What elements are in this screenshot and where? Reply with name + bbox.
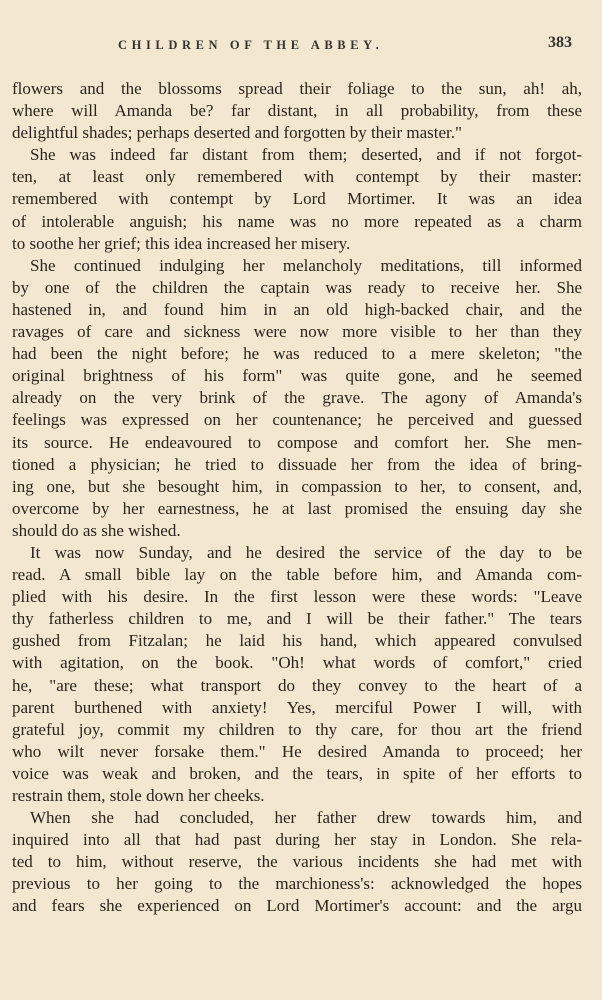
- text-line: When she had concluded, her father drew towards him, and: [30, 808, 582, 828]
- text-line: previous to her going to the marchioness's: acknowledged the hopes: [12, 874, 582, 894]
- text-line: feelings was expressed on her countenance; he perceived and guessed: [12, 410, 582, 430]
- text-line: overcome by her earnestness, he at last promised the ensuing day she: [12, 498, 582, 518]
- text-line: remembered with contempt by Lord Mortimer. It was an idea: [12, 189, 582, 209]
- text-line: tioned a physician; he tried to dissuade her from the idea of bring-: [12, 454, 582, 474]
- text-line: original brightness of his form" was quite gone, and he seemed: [12, 366, 582, 386]
- text-line: She was indeed far distant from them; deserted, and if not forgot-: [30, 145, 582, 165]
- page-number: 383: [548, 34, 572, 51]
- text-line: should do as she wished.: [12, 520, 181, 540]
- text-line: read. A small bible lay on the table before him, and Amanda com-: [12, 565, 582, 585]
- running-title: CHILDREN OF THE ABBEY.: [118, 38, 384, 52]
- text-line: inquired into all that had past during her stay in London. She rela-: [12, 830, 582, 850]
- text-line: delightful shades; perhaps deserted and forgotten by their master.": [12, 123, 462, 143]
- text-line: She continued indulging her melancholy meditations, till informed: [30, 255, 582, 275]
- text-line: ing one, but she besought him, in compassion to her, to consent, and,: [12, 476, 582, 496]
- text-line: flowers and the blossoms spread their foliage to the sun, ah! ah,: [12, 79, 582, 98]
- text-line: by one of the children the captain was ready to receive her. She: [12, 277, 582, 297]
- text-line: hastened in, and found him in an old high-backed chair, and the: [12, 299, 582, 319]
- text-line: had been the night before; he was reduced to a mere skeleton; "the: [12, 344, 582, 364]
- text-line: who wilt never forsake them." He desired Amanda to proceed; her: [12, 741, 582, 761]
- text-line: where will Amanda be? far distant, in all probability, from these: [12, 101, 582, 121]
- running-head: [0, 34, 602, 58]
- text-line: parent burthened with anxiety! Yes, merciful Power I will, with: [12, 697, 582, 717]
- text-line: voice was weak and broken, and the tears, in spite of her efforts to: [12, 763, 582, 783]
- text-line: ten, at least only remembered with contempt by their master:: [12, 167, 582, 187]
- text-line: with agitation, on the book. "Oh! what words of comfort," cried: [12, 653, 582, 673]
- text-line: grateful joy, commit my children to thy care, for thou art the friend: [12, 719, 582, 739]
- text-line: its source. He endeavoured to compose and comfort her. She men-: [12, 432, 582, 452]
- text-line: of intolerable anguish; his name was no more repeated as a charm: [12, 211, 582, 231]
- text-line: ravages of care and sickness were now more visible to her than they: [12, 322, 582, 342]
- text-line: and fears she experienced on Lord Mortimer's account: and the argu: [12, 896, 582, 916]
- text-line: gushed from Fitzalan; he laid his hand, which appeared convulsed: [12, 631, 582, 651]
- text-line: ted to him, without reserve, the various incidents she had met with: [12, 852, 582, 872]
- text-line: restrain them, stole down her cheeks.: [12, 786, 265, 805]
- text-line: to soothe her grief; this idea increased her misery.: [12, 233, 351, 253]
- text-line: already on the very brink of the grave. The agony of Amanda's: [12, 388, 582, 408]
- text-line: thy fatherless children to me, and I will be their father." The tears: [12, 609, 582, 629]
- text-line: he, "are these; what transport do they convey to the heart of a: [12, 675, 582, 695]
- body-text: [12, 78, 582, 918]
- text-line: It was now Sunday, and he desired the service of the day to be: [30, 542, 582, 562]
- text-line: plied with his desire. In the first lesson were these words: "Leave: [12, 587, 582, 607]
